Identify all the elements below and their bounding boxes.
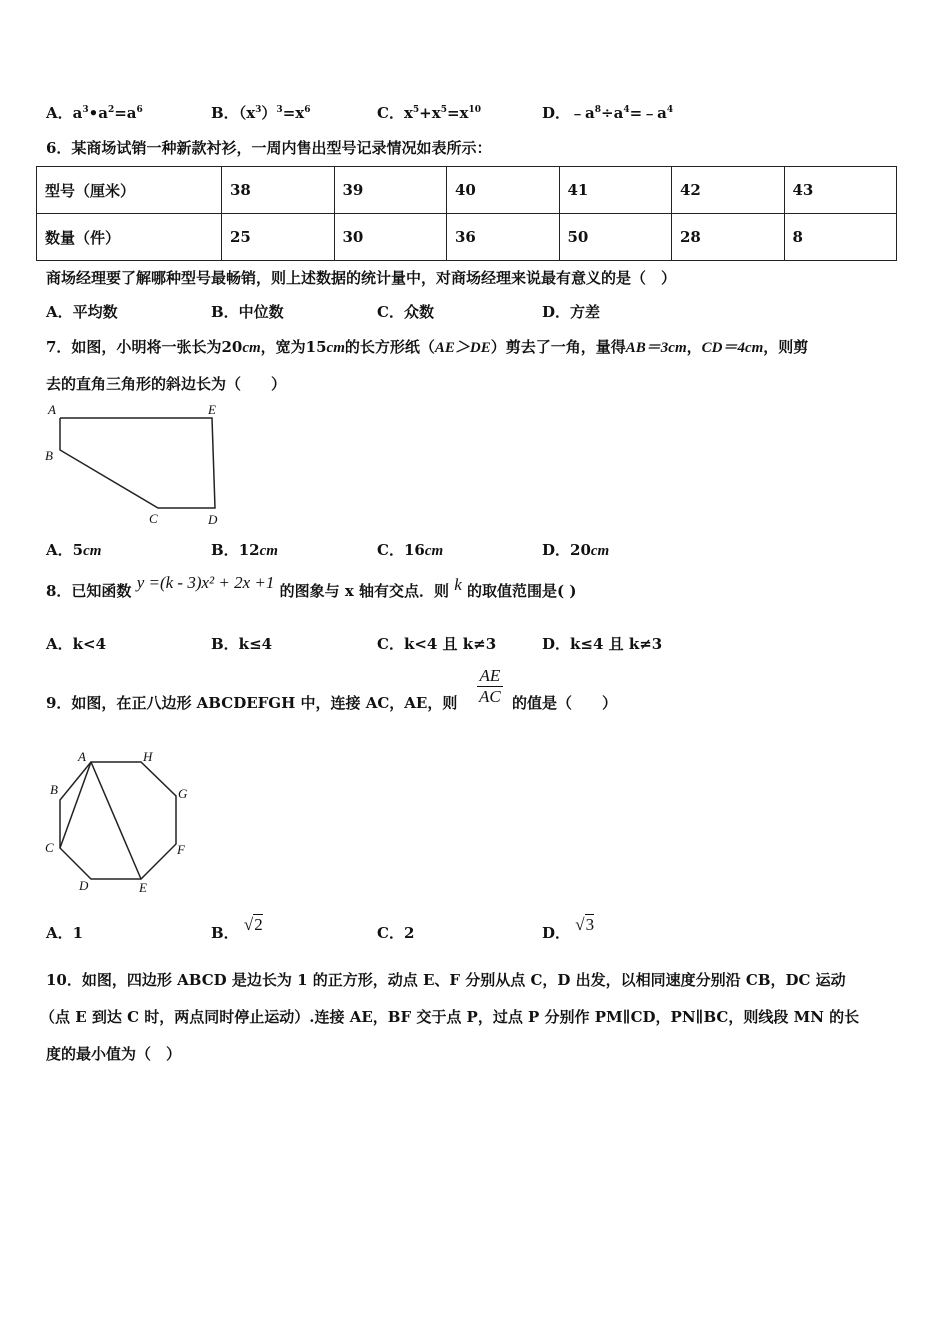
q9-segment-ae — [91, 762, 141, 879]
q9-label-a: A — [78, 749, 86, 764]
table-cell: 28 — [672, 214, 785, 261]
table-cell: 42 — [672, 167, 785, 214]
q6-table — [36, 166, 897, 261]
q7-option-c: C．16cm — [377, 541, 444, 559]
q8-option-a: A．k<4 — [46, 635, 107, 653]
table-cell: 36 — [447, 214, 560, 261]
q9-option-a: A．1 — [46, 924, 84, 942]
table-cell: 38 — [222, 167, 335, 214]
q8-function-formula: y =(k - 3)x² + 2x +1 — [136, 573, 275, 592]
q7-option-b: B．12cm — [211, 541, 278, 559]
q9-fraction-denominator: AC — [479, 687, 501, 706]
q7-pentagon-shape — [60, 418, 215, 508]
q7-label-e: E — [208, 402, 216, 417]
q9-option-c: C．2 — [377, 924, 415, 942]
q7-figure — [40, 398, 230, 530]
q8-stem: 8．已知函数 y =(k - 3)x² + 2x +1 的图象与 x 轴有交点．则 k 的取值范围是( ) — [46, 573, 577, 600]
q9-label-c: C — [45, 840, 54, 855]
q9-label-e: E — [139, 880, 147, 895]
q6-stem: 6．某商场试销一种新款衬衫，一周内售出型号记录情况如表所示： — [46, 139, 492, 157]
q9-option-b: B． √2 — [211, 915, 263, 942]
q9-label-b: B — [50, 782, 58, 797]
table-cell: 数量（件） — [37, 214, 222, 261]
q7-label-b: B — [45, 448, 53, 463]
q9-label-d: D — [79, 878, 89, 893]
q9-stem-b: 的值是（ ） — [512, 694, 618, 712]
q9-stem-a: 9．如图，在正八边形 ABCDEFGH 中，连接 AC，AE，则 — [46, 694, 458, 712]
q8-option-b: B．k≤4 — [211, 635, 273, 653]
q7-stem-line2: 去的直角三角形的斜边长为（ ） — [46, 375, 287, 393]
q6-option-d: D．方差 — [542, 303, 601, 321]
q9-label-g: G — [178, 786, 188, 801]
q6-question: 商场经理要了解哪种型号最畅销，则上述数据的统计量中，对商场经理来说最有意义的是（ ） — [46, 269, 677, 287]
q9-label-f: F — [177, 842, 185, 857]
q7-option-d: D．20cm — [542, 541, 610, 559]
q9-octagon-figure — [40, 744, 200, 896]
q6-option-c: C．众数 — [377, 303, 434, 321]
q8-option-d: D．k≤4 且 k≠3 — [542, 635, 663, 653]
q6-option-a: A．平均数 — [46, 303, 118, 321]
table-cell: 25 — [222, 214, 335, 261]
table-cell: 40 — [447, 167, 560, 214]
q9-segment-ac — [60, 762, 91, 848]
q7-label-d: D — [208, 512, 218, 527]
q10-line2: （点 E 到达 C 时，两点同时停止运动）.连接 AE，BF 交于点 P，过点 P 分别作 PM∥CD，PN∥BC，则线段 MN 的长 — [40, 1008, 860, 1026]
table-row-header — [37, 167, 897, 214]
q7-label-c: C — [149, 511, 158, 526]
table-cell: 型号（厘米） — [37, 167, 222, 214]
q6-option-b: B．中位数 — [211, 303, 284, 321]
table-cell: 39 — [334, 167, 447, 214]
q9-option-d: D． √3 — [542, 915, 595, 942]
q5-option-d: D．$﹣a^8\div a^4=﹣a^4$ — [542, 104, 674, 122]
q5-option-c: C．$x^5+x^5=x^{10}$ — [377, 104, 481, 122]
sqrt-icon: √2 — [243, 915, 263, 934]
q8-variable-k: k — [454, 575, 462, 594]
table-cell: 8 — [784, 214, 897, 261]
table-cell: 50 — [559, 214, 672, 261]
table-cell: 43 — [784, 167, 897, 214]
table-cell: 30 — [334, 214, 447, 261]
q7-option-a: A．5cm — [46, 541, 102, 559]
q9-fraction-numerator: AE — [477, 666, 503, 687]
sqrt-icon: √3 — [575, 915, 595, 934]
q9-label-h: H — [143, 749, 153, 764]
q7-stem-line1: 7．如图，小明将一张长为20cm，宽为15cm的长方形纸（AE＞DE）剪去了一角，量得AB＝3cm，CD＝4cm，则剪 — [46, 338, 809, 356]
q10-line3: 度的最小值为（ ） — [46, 1045, 182, 1063]
table-row — [37, 214, 897, 261]
q5-option-a: A．$a^3•a^2=a^6$ — [46, 104, 143, 122]
table-cell: 41 — [559, 167, 672, 214]
q7-label-a: A — [48, 402, 56, 417]
q10-line1: 10．如图，四边形 ABCD 是边长为 1 的正方形，动点 E、F 分别从点 C，D 出发，以相同速度分别沿 CB，DC 运动 — [46, 971, 846, 989]
q9-fraction — [477, 666, 503, 707]
q8-option-c: C．k<4 且 k≠3 — [377, 635, 497, 653]
q9-octagon-shape — [60, 762, 176, 879]
q5-option-b: B．$(x^3)^3=x^6$ — [211, 104, 311, 122]
